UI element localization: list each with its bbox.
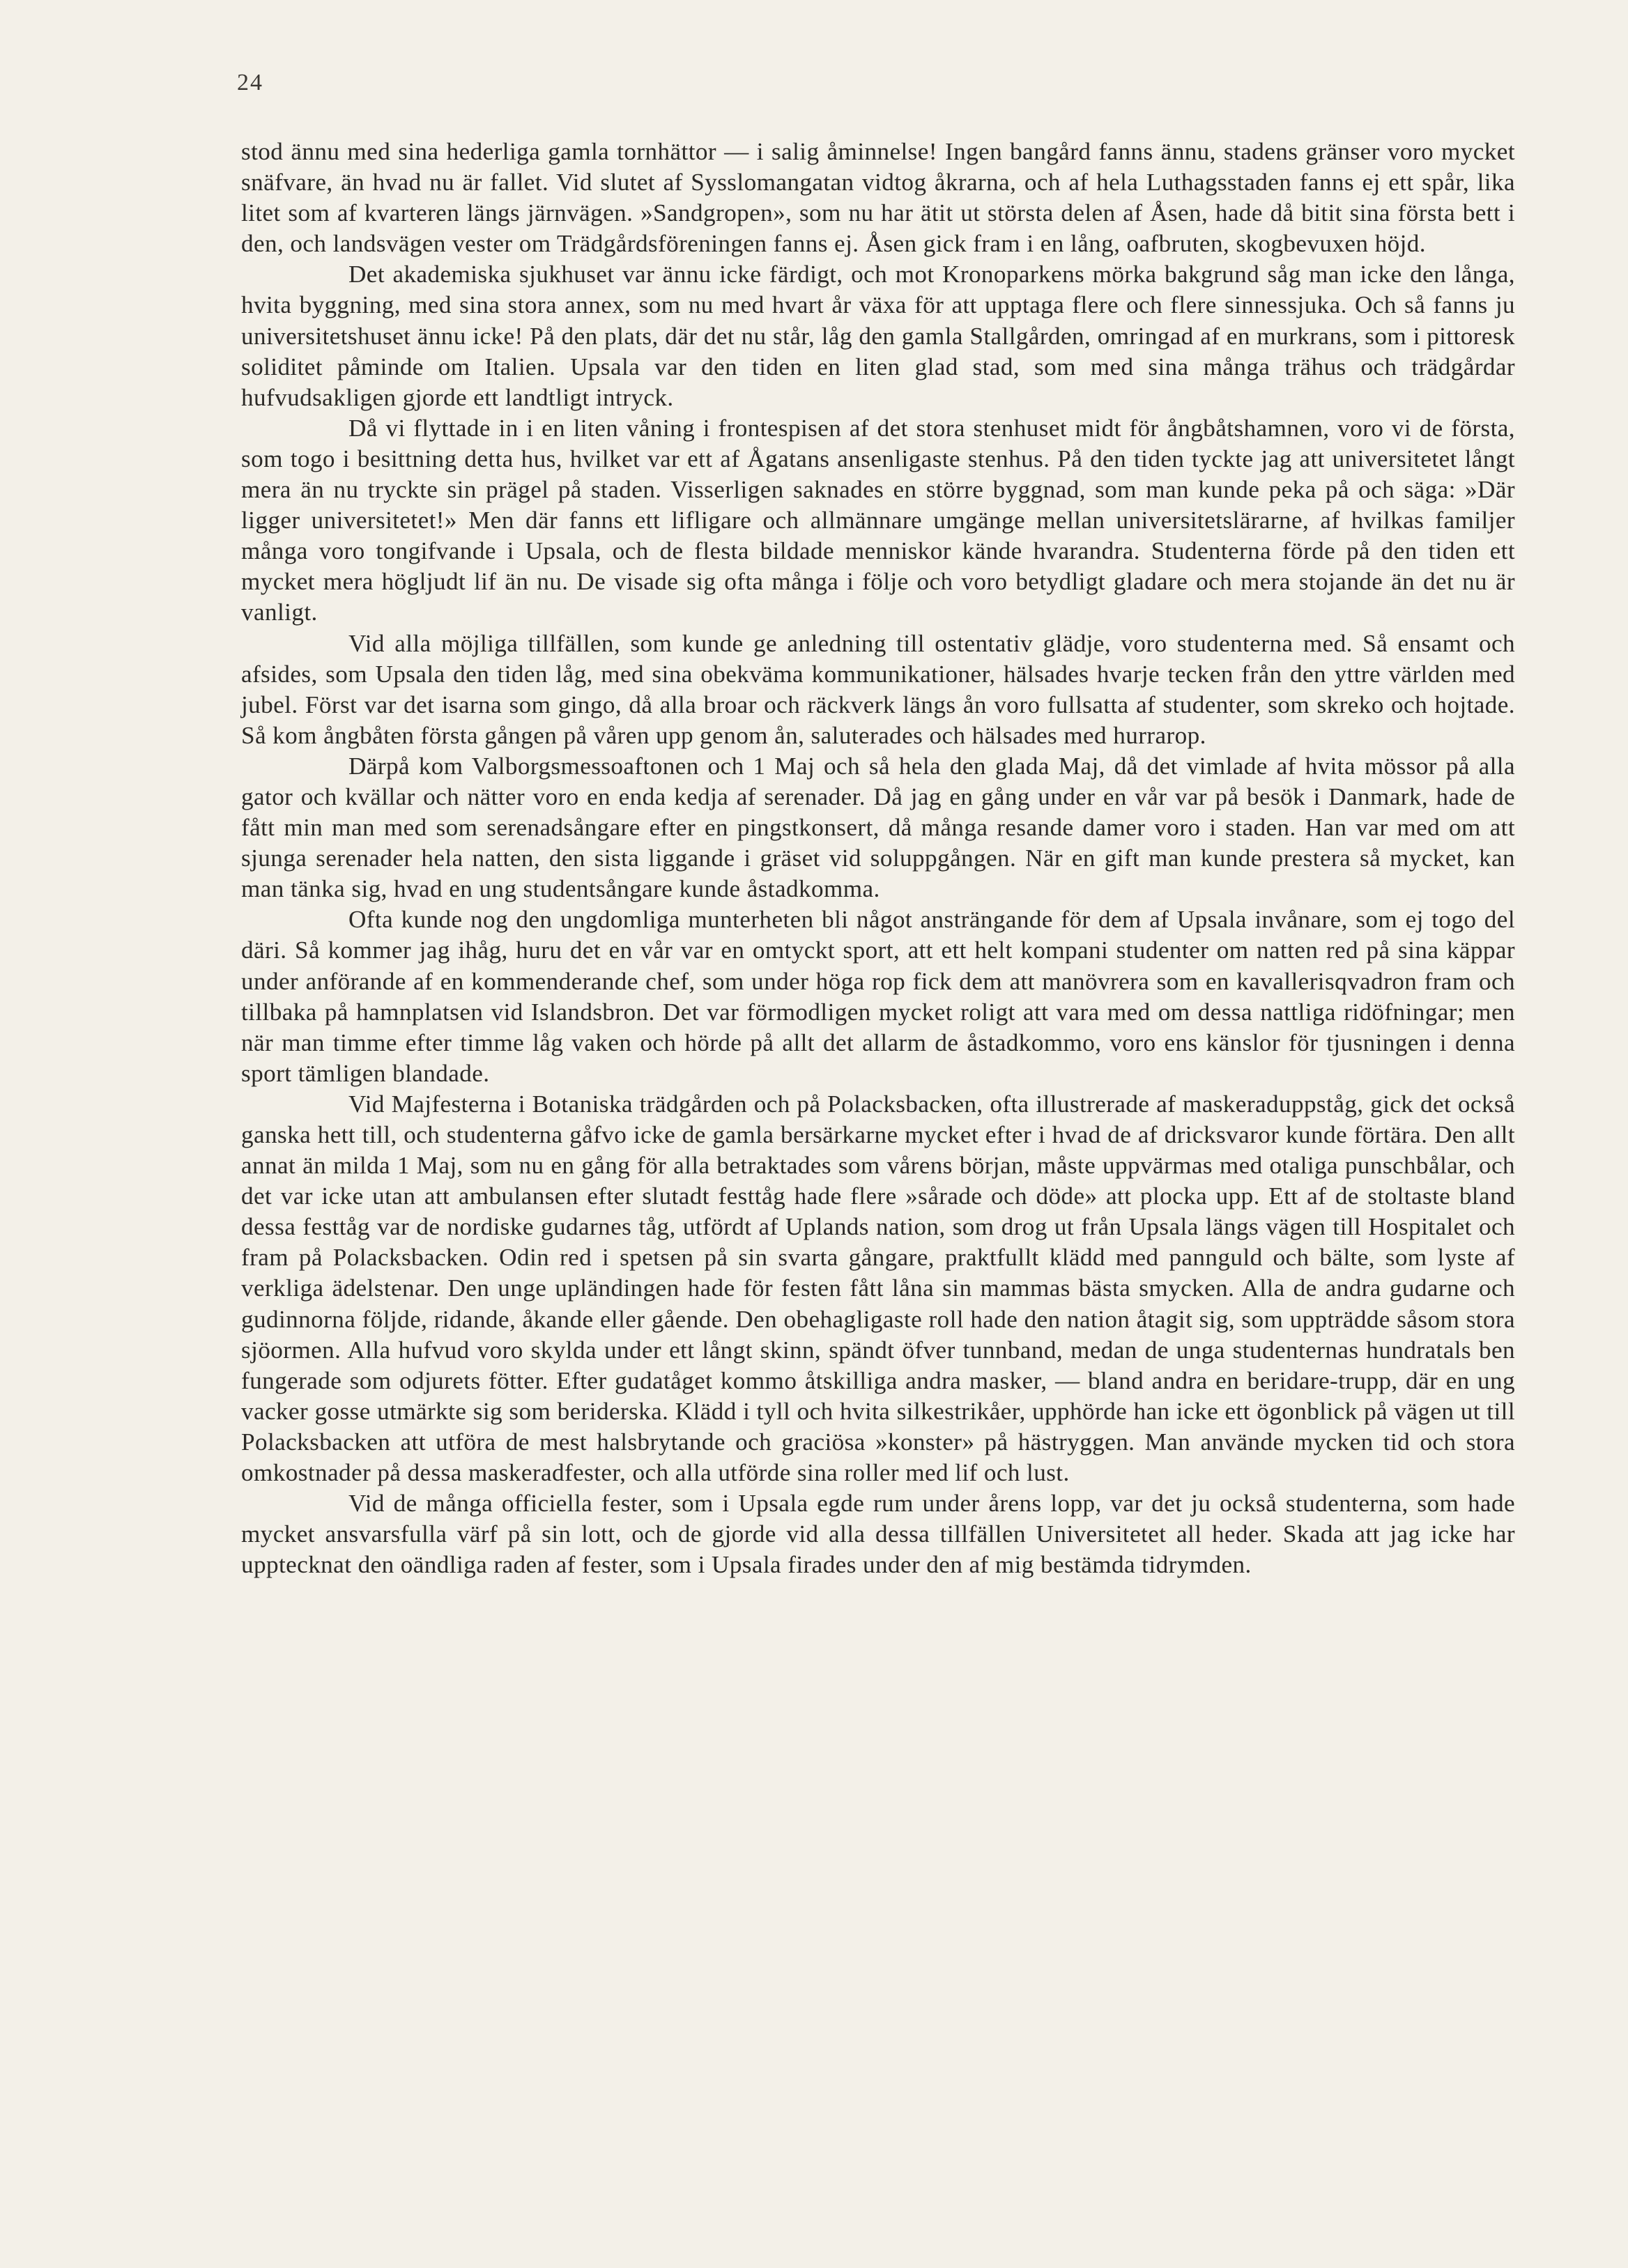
paragraph-7: Vid Majfesterna i Botaniska trädgården och på Polacksbacken, ofta illustrerade af maskeraduppståg, gick det också ganska hett till, och studenterna gåfvo icke de gamla bersärkarne mycket efter i hvad de af dricksvaror kunde förtära. Den allt annat än milda 1 Maj, som nu en gång för alla betraktades som vårens början, måste uppvärmas med otaliga punschbålar, och det var icke utan att ambulansen efter slutadt festtåg hade flere »sårade och döde» att plocka upp. Ett af de stoltaste bland dessa festtåg var de nordiske gudarnes tåg, utfördt af Uplands nation, som drog ut från Upsala längs vägen till Hospitalet och fram på Polacksbacken. Odin red i spetsen på sin svarta gångare, praktfullt klädd med pannguld och bälte, som lyste af verkliga ädelstenar. Den unge upländingen hade för festen fått låna sin mammas bästa smycken. Alla de andra gudarne och gudinnorna följde, ridande, åkande eller gående. Den obehagligaste roll hade den nation åtagit sig, som uppträdde såsom stora sjöormen. Alla hufvud voro skylda under ett långt skinn, spändt öfver tunnband, medan de unga studenternas hundratals ben fungerade som odjurets fötter. Efter gudatåget kommo åtskilliga andra masker, — bland andra en beridare-trupp, där en ung vacker gosse utmärkte sig som beriderska. Klädd i tyll och hvita silkestrikåer, upphörde han icke ett ögonblick på vägen ut till Polacksbacken att utföra de mest halsbrytande och graciösa »konster» på hästryggen. Man använde mycken tid och stora omkostnader på dessa maskeradfester, och alla utförde sina roller med lif och lust. [241,1090,1515,1487]
paragraph-6: Ofta kunde nog den ungdomliga munterheten bli något ansträngande för dem af Upsala invånare, som ej togo del däri. Så kommer jag ihåg, huru det en vår var en omtyckt sport, att ett helt kompani studenter om natten red på sina käppar under anförande af en kommenderande chef, som under höga rop fick dem att manövrera som en kavallerisqvadron fram och tillbaka på hamnplatsen vid Islandsbron. Det var förmodligen mycket roligt att vara med om dessa nattliga ridöfningar; men när man timme efter timme låg vaken och hörde på allt det allarm de åstadkommo, voro ens känslor för tjusningen i denna sport tämligen blandade. [241,906,1515,1087]
paragraph-2: Det akademiska sjukhuset var ännu icke färdigt, och mot Kronoparkens mörka bakgrund såg man icke den långa, hvita byggning, med sina stora annex, som nu med hvart år växa för att upptaga flere och flere sinnessjuka. Och så fanns ju universitetshuset ännu icke! På den plats, där det nu står, låg den gamla Stallgården, omringad af en murkrans, som i pittoresk soliditet påminde om Italien. Upsala var den tiden en liten glad stad, som med sina många trähus och trädgårdar hufvudsakligen gjorde ett landtligt intryck. [241,261,1515,411]
paragraph-5: Därpå kom Valborgsmessoaftonen och 1 Maj och så hela den glada Maj, då det vimlade af hvita mössor på alla gator och kvällar och nätter voro en enda kedja af serenader. Då jag en gång under en vår var på besök i Danmark, hade de fått min man med som serenadsångare efter en pingstkonsert, då många resande damer voro i staden. Han var med om att sjunga serenader hela natten, den sista liggande i gräset vid soluppgången. När en gift man kunde prestera så mycket, kan man tänka sig, hvad en ung studentsångare kunde åstadkomma. [241,752,1515,903]
paragraph-3: Då vi flyttade in i en liten våning i frontespisen af det stora stenhuset midt för ångbåtshamnen, voro vi de första, som togo i besittning detta hus, hvilket var ett af Ågatans ansenligaste stenhus. På den tiden tyckte jag att universitetet långt mera än nu tryckte sin prägel på staden. Visserligen saknades en större byggnad, som man kunde peka på och säga: »Där ligger universitetet!» Men där fanns ett lifligare och allmännare umgänge mellan universitetslärarne, af hvilkas familjer många voro tongifvande i Upsala, och de flesta bildade menniskor kände hvarandra. Studenterna förde på den tiden ett mycket mera högljudt lif än nu. De visade sig ofta många i följe och voro betydligt gladare och mera stojande än det nu är vanligt. [241,414,1515,626]
body-text [241,137,1515,1580]
paragraph-1: stod ännu med sina hederliga gamla tornhättor — i salig åminnelse! Ingen bangård fanns ännu, stadens gränser voro mycket snäfvare, än hvad nu är fallet. Vid slutet af Sysslomangatan vidtog åkrarna, och af hela Luthagsstaden fanns ej ett spår, lika litet som af kvarteren längs järnvägen. »Sandgropen», som nu har ätit ut största delen af Åsen, hade då bitit sina första bett i den, och landsvägen vester om Trädgårdsföreningen fanns ej. Åsen gick fram i en lång, oafbruten, skogbevuxen höjd. [241,138,1515,258]
page-number: 24 [237,70,263,95]
paragraph-4: Vid alla möjliga tillfällen, som kunde ge anledning till ostentativ glädje, voro studenterna med. Så ensamt och afsides, som Upsala den tiden låg, med sina obekväma kommunikationer, hälsades hvarje tecken från den yttre världen med jubel. Först var det isarna som gingo, då alla broar och räckverk längs ån voro fullsatta af studenter, som skreko och hojtade. Så kom ångbåten första gången på våren upp genom ån, saluterades och hälsades med hurrarop. [241,629,1515,749]
paragraph-8: Vid de många officiella fester, som i Upsala egde rum under årens lopp, var det ju också studenterna, som hade mycket ansvarsfulla värf på sin lott, och de gjorde vid alla dessa tillfällen Universitetet all heder. Skada att jag icke har upptecknat den oändliga raden af fester, som i Upsala firades under den af mig bestämda tidrymden. [241,1490,1515,1579]
